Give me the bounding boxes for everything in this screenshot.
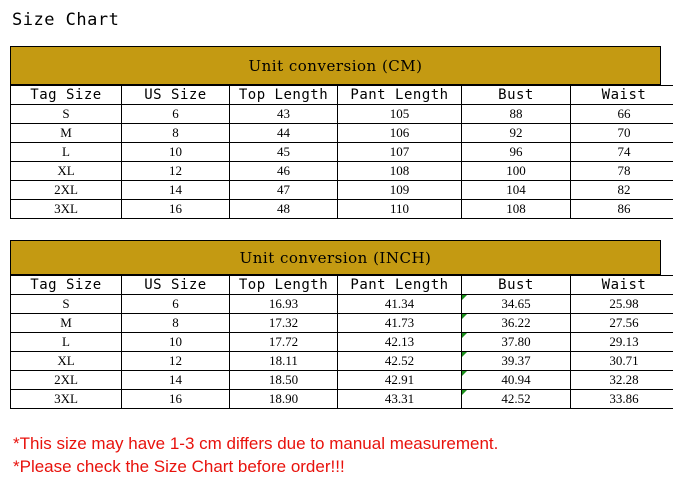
table-cell: L: [11, 143, 122, 162]
table-row: [11, 162, 673, 181]
table-cell: L: [11, 333, 122, 352]
table-cell: 42.52: [338, 352, 462, 371]
table-cell: 6: [122, 295, 230, 314]
table-cell: 14: [122, 181, 230, 200]
table-cell: 39.37: [462, 352, 571, 371]
table-cell: 109: [338, 181, 462, 200]
cm-size-table: [10, 85, 673, 219]
table-row: [11, 352, 673, 371]
table-cell: 10: [122, 333, 230, 352]
table-cell: 42.13: [338, 333, 462, 352]
col-bust: Bust: [462, 86, 571, 105]
table-cell: 110: [338, 200, 462, 219]
table-cell: 34.65: [462, 295, 571, 314]
cell-marker-icon: [462, 352, 467, 357]
table-cell: 42.91: [338, 371, 462, 390]
table-cell: 37.80: [462, 333, 571, 352]
table-cell: 43.31: [338, 390, 462, 409]
table-cell: 107: [338, 143, 462, 162]
table-cell: 41.73: [338, 314, 462, 333]
col-top-length: Top Length: [230, 86, 338, 105]
cm-table-banner: Unit conversion (CM): [10, 46, 661, 85]
col-waist: Waist: [571, 86, 673, 105]
table-cell: 18.50: [230, 371, 338, 390]
table-cell: 30.71: [571, 352, 673, 371]
table-cell: 108: [462, 200, 571, 219]
table-cell: 32.28: [571, 371, 673, 390]
table-cell: 16.93: [230, 295, 338, 314]
table-cell: 6: [122, 105, 230, 124]
table-cell: 43: [230, 105, 338, 124]
table-cell: 45: [230, 143, 338, 162]
measurement-note: *This size may have 1-3 cm differs due to manual measurement.: [13, 434, 499, 453]
table-cell: 2XL: [11, 371, 122, 390]
table-cell: 14: [122, 371, 230, 390]
table-cell: 27.56: [571, 314, 673, 333]
table-cell: 92: [462, 124, 571, 143]
table-cell: 104: [462, 181, 571, 200]
table-cell: 36.22: [462, 314, 571, 333]
table-cell: 105: [338, 105, 462, 124]
table-row: [11, 143, 673, 162]
table-cell: 66: [571, 105, 673, 124]
table-cell: XL: [11, 352, 122, 371]
col-pant-length: Pant Length: [338, 276, 462, 295]
cell-marker-icon: [462, 390, 467, 395]
table-cell: 108: [338, 162, 462, 181]
inch-header-row: [11, 276, 673, 295]
table-cell: 86: [571, 200, 673, 219]
table-row: [11, 200, 673, 219]
table-cell: 33.86: [571, 390, 673, 409]
table-cell: 42.52: [462, 390, 571, 409]
table-cell: M: [11, 314, 122, 333]
page-title: Size Chart: [12, 10, 120, 30]
table-cell: 18.11: [230, 352, 338, 371]
table-cell: 25.98: [571, 295, 673, 314]
table-cell: 12: [122, 352, 230, 371]
table-cell: 8: [122, 314, 230, 333]
table-row: [11, 181, 673, 200]
inch-size-table: [10, 275, 673, 409]
cell-marker-icon: [462, 295, 467, 300]
table-cell: 48: [230, 200, 338, 219]
table-cell: 12: [122, 162, 230, 181]
table-cell: 46: [230, 162, 338, 181]
table-cell: 96: [462, 143, 571, 162]
table-cell: 18.90: [230, 390, 338, 409]
col-tag-size: Tag Size: [11, 86, 122, 105]
check-chart-note: *Please check the Size Chart before order!!!: [13, 457, 345, 476]
table-cell: 3XL: [11, 200, 122, 219]
table-row: [11, 333, 673, 352]
table-cell: XL: [11, 162, 122, 181]
table-cell: 70: [571, 124, 673, 143]
table-cell: 100: [462, 162, 571, 181]
table-cell: 17.32: [230, 314, 338, 333]
table-cell: 16: [122, 390, 230, 409]
cell-marker-icon: [462, 314, 467, 319]
table-cell: S: [11, 105, 122, 124]
col-tag-size: Tag Size: [11, 276, 122, 295]
col-top-length: Top Length: [230, 276, 338, 295]
table-cell: M: [11, 124, 122, 143]
table-row: [11, 124, 673, 143]
table-cell: 82: [571, 181, 673, 200]
cell-marker-icon: [462, 371, 467, 376]
table-cell: 2XL: [11, 181, 122, 200]
table-cell: 17.72: [230, 333, 338, 352]
table-cell: 44: [230, 124, 338, 143]
table-cell: 78: [571, 162, 673, 181]
cell-marker-icon: [462, 333, 467, 338]
cm-header-row: [11, 86, 673, 105]
table-cell: 74: [571, 143, 673, 162]
table-cell: 10: [122, 143, 230, 162]
col-us-size: US Size: [122, 86, 230, 105]
inch-table-banner: Unit conversion (INCH): [10, 240, 661, 275]
col-bust: Bust: [462, 276, 571, 295]
table-cell: 88: [462, 105, 571, 124]
cm-size-table-section: [10, 46, 661, 219]
col-waist: Waist: [571, 276, 673, 295]
inch-size-table-section: [10, 240, 661, 409]
table-cell: 47: [230, 181, 338, 200]
table-row: [11, 295, 673, 314]
table-row: [11, 105, 673, 124]
table-cell: 8: [122, 124, 230, 143]
table-cell: 41.34: [338, 295, 462, 314]
col-us-size: US Size: [122, 276, 230, 295]
table-cell: S: [11, 295, 122, 314]
table-cell: 29.13: [571, 333, 673, 352]
table-cell: 3XL: [11, 390, 122, 409]
table-cell: 106: [338, 124, 462, 143]
col-pant-length: Pant Length: [338, 86, 462, 105]
table-row: [11, 390, 673, 409]
table-cell: 16: [122, 200, 230, 219]
table-row: [11, 314, 673, 333]
table-row: [11, 371, 673, 390]
table-cell: 40.94: [462, 371, 571, 390]
